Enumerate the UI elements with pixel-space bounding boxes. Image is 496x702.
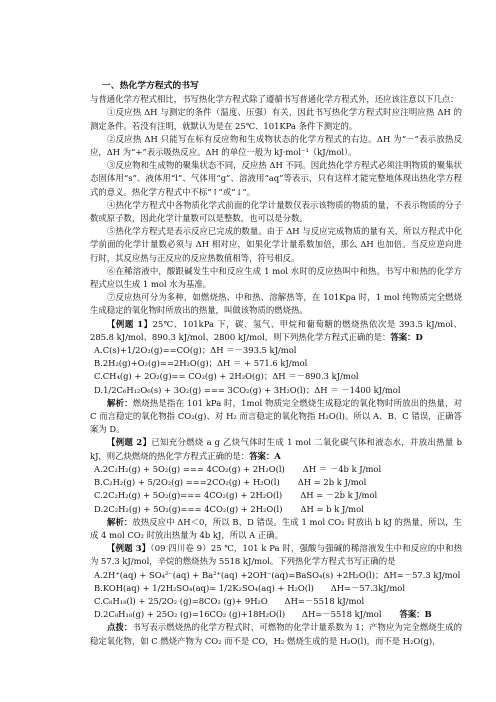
- example-2-question: [90, 436, 462, 462]
- example-2-option-d-equation: D.2C₂H₂(g) + 5O₂(g)=== 4CO₂(g) + 2H₂O(l): [94, 503, 283, 514]
- example-2-option-a-dh: ΔH ＝ －4b k J/mol: [302, 463, 382, 474]
- example-3-option-a: A.2H⁺(aq) + SO₄²⁻(aq) + Ba²⁺(aq) +2OH⁻(aq)=BaSO₄(s) +2H₂O(l)；ΔH=－57.3 kJ/mol: [94, 569, 461, 580]
- example-2-option-c: [90, 489, 462, 502]
- example-3-tip-text: 书写表示燃烧热的化学方程式时，可燃物的化学计量系数为 1；产物应为完全燃烧生成的稳定氧化物，如 C 燃烧产物为 CO₂ 而不是 CO，H₂ 燃烧生成的是 H₂O(l)，而不是 H₂O(g)，: [90, 622, 462, 646]
- point-5: ⑤热化学方程式是表示反应已完成的数量。由于 ΔH 与反应完成物质的量有关，所以方程式中化学前面的化学计量数必须与 ΔH 相对应，如果化学计量系数加倍，那么 ΔH 也加倍。当反应逆向进行时，其反应热与正反应的反应热数值相等，符号相反。: [90, 226, 462, 263]
- example-2-option-d-dh: ΔH = b k J/mol: [300, 503, 364, 514]
- example-2-analysis-label: 解析：: [107, 516, 133, 527]
- point-6: ⑥在稀溶液中，酸跟碱发生中和反应生成 1 mol 水时的反应热叫中和热。书写中和热的化学方程式应以生成 1 mol 水为基准。: [90, 265, 462, 290]
- point-1: ①反应热 ΔH 与测定的条件（温度、压强）有关，因此书写热化学方程式时应注明应热 ΔH 的测定条件。若没有注明，就默认为是在 25℃、101KPa 条件下测定的。: [90, 107, 462, 131]
- example-2-option-b-equation: B.C₂H₂(g) + 5/2O₂(g) ===2CO₂(g) + H₂O(l): [94, 477, 280, 488]
- example-2-option-a-equation: A.2C₂H₂(g) + 5O₂(g) === 4CO₂(g) + 2H₂O(l): [94, 463, 285, 474]
- example-3-option-d: [90, 608, 462, 621]
- example-3-tip: [90, 621, 462, 647]
- example-3-option-c: C.C₈H₁₈(l) + 25/2O₂ (g)=8CO₂ (g)+ 9H₂O ΔH=－5518 kJ/mol: [94, 595, 365, 606]
- example-1-text: 25℃、101kPa 下，碳、氢气、甲烷和葡萄糖的燃烧热依次是 393.5 kJ/mol、285.8 kJ/mol、890.3 kJ/mol、2800 kJ/mol，则下列热化学方程式正确的是：: [90, 318, 462, 342]
- example-1-option-c: C.CH₄(g) + 2O₂(g)== CO₂(g) + 2H₂O(g)；ΔH ＝－890.3 kJ/mol: [94, 371, 359, 382]
- example-2-analysis-text: 放热反应中 ΔH＜0，所以 B、D 错误。生成 1 mol CO₂ 时放出 b kJ 的热量，所以，生成 4 mol CO₂ 时放出热量为 4b kJ，所以 A 正确。: [90, 516, 462, 540]
- example-1-analysis-text: 燃烧热是指在 101 kPa 时，1mol 物质完全燃烧生成稳定的氧化物时所放出的热量，对 C 而言稳定的氧化物指 CO₂(g)、对 H₂ 而言稳定的氧化物指 H₂O(l)。所以 A、B、C 错误，正确答案为 D。: [90, 397, 462, 435]
- point-4: ④热化学方程式中各物质化学式前面的化学计量数仅表示该物质的物质的量，不表示物质的分子数或原子数，因此化学计量数可以是整数，也可以是分数。: [90, 199, 462, 224]
- point-7: ⑦反应热可分为多种，如燃烧热、中和热、溶解热等，在 101Kpa 时，1 mol 纯物质完全燃烧生成稳定的氧化物时所放出的热量，叫做该物质的燃烧热。: [90, 292, 462, 316]
- example-2-option-c-equation: C.2C₂H₂(g) + 5O₂(g)=== 4CO₂(g) + 2H₂O(l): [94, 490, 283, 501]
- example-1-answer: 答案：D: [390, 331, 423, 342]
- example-3-option-b: B.KOH(aq) + 1/2H₂SO₄(aq)= 1/2K₂SO₄(aq) + H₂O(l) ΔH=－57.3kJ/mol: [94, 582, 405, 593]
- point-3: ③反应物和生成物的聚集状态不同，反应热 ΔH 不同。因此热化学方程式必须注明物质的聚集状态固体用“s”、液体用“l”、气体用“g”、溶液用“aq”等表示，只有这样才能完整地体现出热化学方程式的意义。热化学方程式中不标“↑”或“↓”。: [90, 160, 462, 197]
- example-3-label: 【例题 3】: [107, 543, 151, 554]
- intro-paragraph: 与普通化学方程式相比，书写热化学方程式除了遵循书写普通化学方程式外，还应该注意以下几点：: [90, 94, 459, 105]
- example-1-analysis: [90, 397, 462, 437]
- example-1-analysis-label: 解析：: [107, 397, 133, 408]
- example-2-label: 【例题 2】: [107, 437, 152, 448]
- example-1-option-a: A.C(s)+1/2O₂(g)==CO(g)；ΔH ＝－393.5 kJ/mol: [94, 345, 297, 356]
- example-1-option-b: B.2H₂(g)+O₂(g)==2H₂O(g)；ΔH ＝ + 571.6 kJ/mol: [94, 358, 308, 369]
- example-2-answer: 答案：A: [249, 450, 281, 461]
- document-body: [90, 80, 462, 648]
- example-3-answer: 答案：B: [399, 609, 432, 620]
- example-3-text: （09 四川卷 9）25 ℃，101 k Pa 时，强酸与强碱的稀溶液发生中和反应的中和热为 57.3 kJ/mol，辛烷的燃烧热为 5518 kJ/mol。下列热化学方程式书写正确的是: [90, 543, 462, 567]
- example-3-tip-label: 点拨：: [107, 622, 133, 633]
- example-1-option-d: D.1/2C₆H₁₂O₆(s) + 3O₂(g) === 3CO₂(g) + 3H₂O(l)；ΔH ＝ －1400 kJ/mol: [94, 384, 401, 395]
- example-2-option-b-dh: ΔH = 2b k J/mol: [297, 477, 367, 488]
- example-2-option-a: [90, 463, 462, 476]
- example-2-option-d: [90, 503, 462, 516]
- example-1-label: 【例题 1】: [107, 318, 153, 329]
- example-3-question: [90, 542, 462, 568]
- example-3-option-d-text: D.2C₈H₁₈(g) + 25O₂ (g)=16CO₂ (g)+18H₂O(l) ΔH=－5518 kJ/mol: [94, 609, 382, 620]
- example-2-analysis: [90, 516, 462, 542]
- example-2-option-c-dh: ΔH = －2b k J/mol: [300, 490, 378, 501]
- point-2: ②反应热 ΔH 只能写在标有反应物和生成物状态的化学方程式的右边。ΔH 为“－”表示放热反应，ΔH 为“+”表示吸热反应。ΔH 的单位一般为 kJ·mol⁻¹（kJ/mol）。: [90, 133, 462, 158]
- example-1-question: [90, 318, 462, 344]
- example-2-option-b: [90, 476, 462, 489]
- example-2-text: 已知充分燃烧 a g 乙炔气体时生成 1 mol 二氧化碳气体和液态水，并放出热量 b kJ，则乙炔燃烧的热化学方程式正确的是：: [90, 437, 462, 461]
- section-heading: 一、热化学方程式的书写: [102, 81, 199, 91]
